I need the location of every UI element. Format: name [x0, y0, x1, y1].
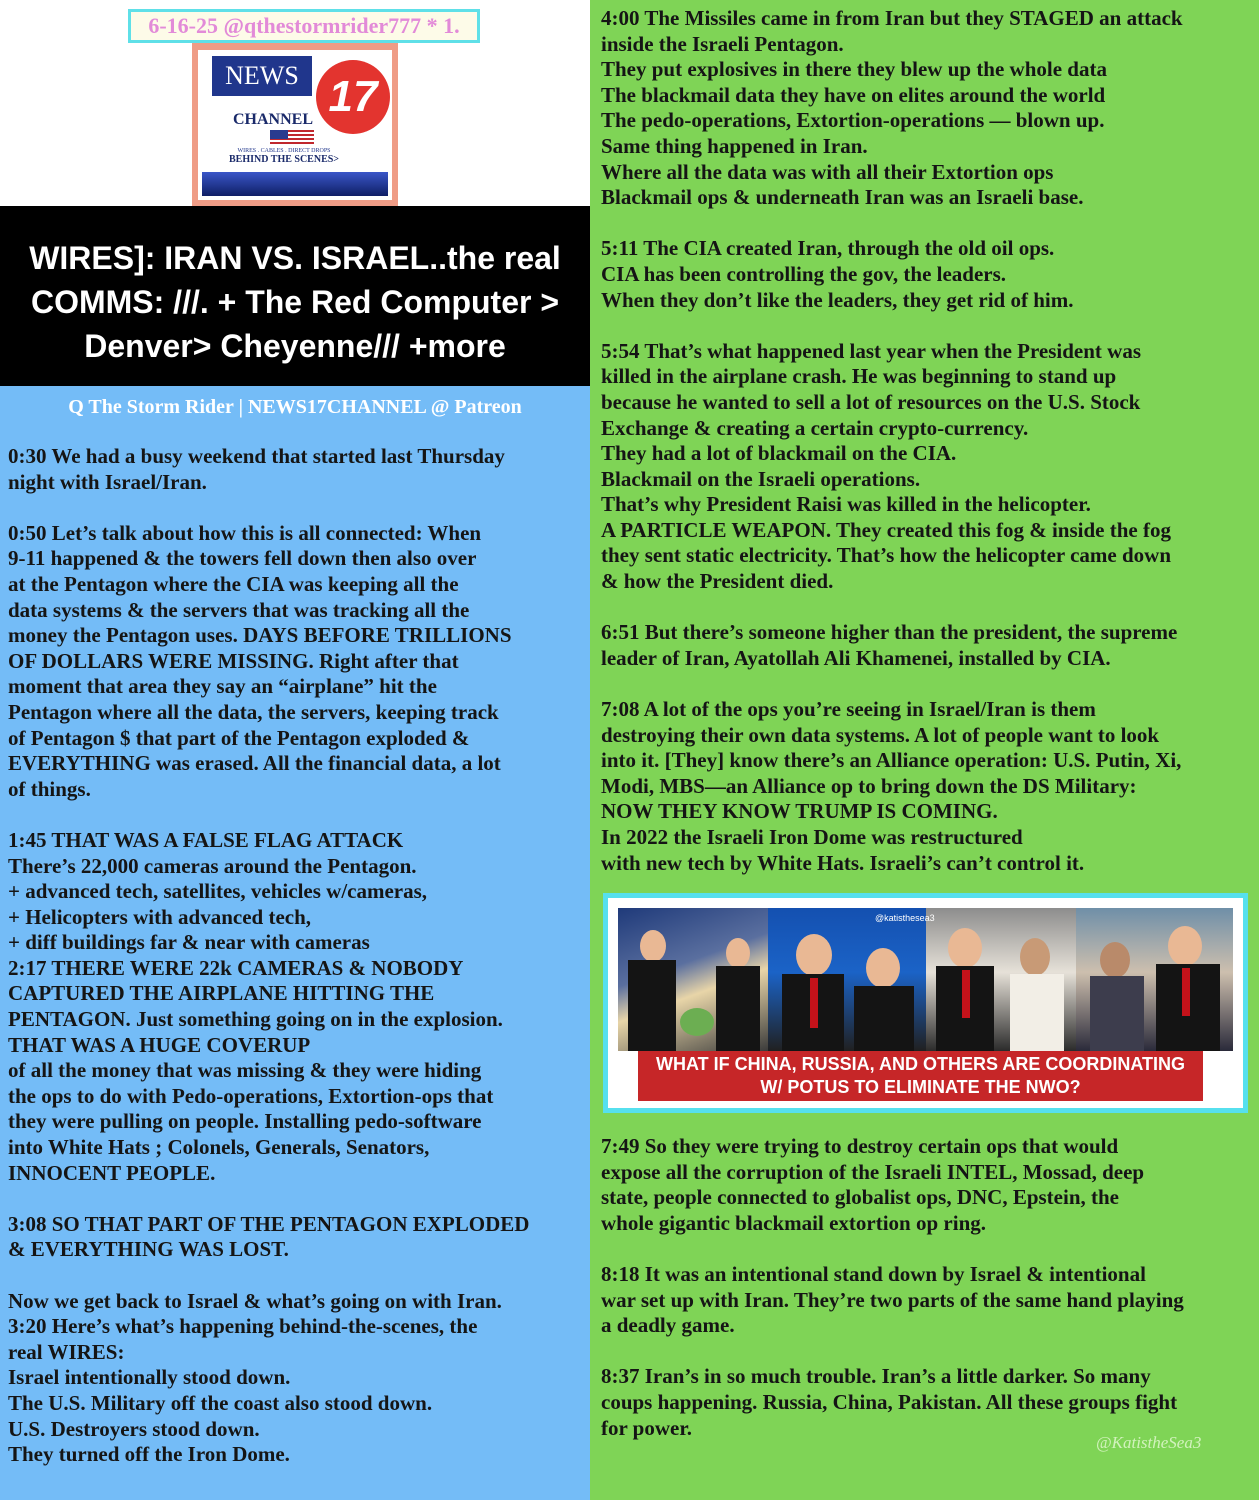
person-robe [1010, 974, 1064, 1051]
news-channel-17-logo [198, 50, 392, 200]
logo-wires-text: WIRES . CABLES . DIRECT DROPS [237, 148, 331, 154]
photo-panel [618, 908, 768, 1051]
person-suit [628, 960, 676, 1051]
person-face [640, 930, 666, 962]
person-face [1020, 938, 1050, 976]
pepe-frog-icon [680, 1008, 714, 1036]
transcript-paragraph: 5:11 The CIA created Iran, through the old oil ops. CIA has been controlling the gov, the leaders. When they don’t like the leaders, they get rid of him. [601, 236, 1074, 312]
left-body [0, 386, 590, 1500]
photo-panel [768, 908, 926, 1051]
photo-strip [618, 908, 1233, 1051]
image-caption-banner [638, 1051, 1203, 1101]
header-area [0, 0, 590, 206]
transcript-paragraph: 7:49 So they were trying to destroy certain ops that would expose all the corruption of the Israeli INTEL, Mossad, deep state, people connected to globalist ops, DNC, Epstein, the whole gigantic blackmail extortion op ring. [601, 1134, 1145, 1235]
person-suit [1090, 976, 1144, 1051]
transcript-paragraph: 3:08 SO THAT PART OF THE PENTAGON EXPLODED & EVERYTHING WAS LOST. [8, 1211, 530, 1262]
logo-blue-bar [202, 172, 388, 196]
photo-panel [1076, 908, 1233, 1051]
person-face [796, 934, 832, 976]
date-tag: 6-16-25 @qthestormrider777 * 1. [128, 9, 480, 43]
transcript-paragraph: 1:45 THAT WAS A FALSE FLAG ATTACK There’s 22,000 cameras around the Pentagon. + advanced tech, satellites, vehicles w/cameras, + Helicopters with advanced tech, + diff buildings far & near with cameras 2:17 THERE WERE 22k CAMERAS & NOBODY CAPTURED THE AIRPLANE HITTING THE PENTAGON. Just something going on in the explosion. THAT WAS A HUGE COVERUP of all the money that was missing & they were hiding the ops to do with Pedo-operations, Extortion-ops that they were pulling on people. Installing pedo-software into White Hats ; Colonels, Generals, Senators, INNOCENT PEOPLE. [8, 827, 503, 1185]
transcript-paragraph: 7:08 A lot of the ops you’re seeing in Israel/Iran is them destroying their own data systems. A lot of people want to look into it. [They] know there’s an Alliance operation: U.S. Putin, Xi, Modi, MBS—an Alliance op to bring down the DS Military: NOW THEY KNOW TRUMP IS COMING. In 2022 the Israeli Iron Dome was restructured with new tech by White Hats. Israeli’s can’t control it. [601, 697, 1182, 875]
transcript-paragraph: 5:54 That’s what happened last year when the President was killed in the airplane crash. He was beginning to stand up because he wanted to sell a lot of resources on the U.S. Stock Exchange & creating a certain crypto-currency. They had a lot of blackmail on the CIA. Blackmail on the Israeli operations. That’s why President Raisi was killed in the helicopter. A PARTICLE WEAPON. They created this fog & inside the fog they sent static electricity. That’s how the helicopter came down & how the President died. [601, 338, 1172, 594]
transcript-paragraph: 0:30 We had a busy weekend that started last Thursday night with Israel/Iran. [8, 444, 505, 494]
red-tie [962, 970, 970, 1018]
right-transcript-bottom [601, 1134, 1253, 1467]
right-transcript-top [601, 6, 1253, 902]
person-face [726, 938, 750, 968]
left-transcript [8, 444, 586, 1493]
red-tie [810, 978, 818, 1028]
person-face [948, 928, 982, 968]
photo-watermark: @katisthesea3 [875, 913, 935, 923]
transcript-paragraph: 6:51 But there’s someone higher than the president, the supreme leader of Iran, Ayatollah Ali Khamenei, installed by CIA. [601, 620, 1178, 670]
right-column [590, 0, 1259, 1500]
logo-news-text: NEWS [212, 56, 312, 96]
transcript-paragraph: Now we get back to Israel & what’s going on with Iran. 3:20 Here’s what’s happening behind-the-scenes, the real WIRES: Israel intentionally stood down. The U.S. Military off the coast also stood down. U.S. Destroyers stood down. They turned off the Iron Dome. [8, 1288, 502, 1467]
person-face [866, 948, 900, 988]
leaders-photo-collage [603, 893, 1248, 1113]
left-column [0, 0, 590, 1500]
signature-watermark: @KatistheSea3 [1096, 1433, 1202, 1452]
page-title: WIRES]: IRAN VS. ISRAEL..the real COMMS: ///. + The Red Computer > Denver> Cheyenne/// +more [29, 240, 561, 364]
transcript-paragraph: 4:00 The Missiles came in from Iran but they STAGED an attack inside the Israeli Pentagon. They put explosives in there they blew up the whole data The blackmail data they have on elites around the world The pedo-operations, Extortion-operations — blown up. Same thing happened in Iran. Where all the data was with all their Extortion ops Blackmail ops & underneath Iran was an Israeli base. [601, 6, 1183, 210]
person-suit [854, 986, 914, 1051]
image-caption: WHAT IF CHINA, RUSSIA, AND OTHERS ARE COORDINATING W/ POTUS TO ELIMINATE THE NWO? [656, 1054, 1185, 1097]
person-suit [716, 966, 760, 1051]
person-face [1168, 926, 1202, 966]
logo-17-badge: 17 [316, 60, 390, 134]
us-flag-icon [270, 130, 314, 146]
transcript-paragraph: 8:18 It was an intentional stand down by Israel & intentional war set up with Iran. They’re two parts of the same hand playing a deadly game. [601, 1261, 1184, 1338]
byline: Q The Storm Rider | NEWS17CHANNEL @ Patreon [68, 396, 522, 418]
logo-channel-text: CHANNEL [232, 111, 313, 128]
red-tie [1182, 968, 1190, 1016]
photo-panel [926, 908, 1076, 1051]
transcript-paragraph: 8:37 Iran’s in so much trouble. Iran’s a little darker. So many coups happening. Russia, China, Pakistan. All these groups fight for power. [601, 1364, 1178, 1440]
transcript-paragraph: 0:50 Let’s talk about how this is all connected: When 9-11 happened & the towers fell down then also over at the Pentagon where the CIA was keeping all the data systems & the servers that was tracking all the money the Pentagon uses. DAYS BEFORE TRILLIONS OF DOLLARS WERE MISSING. Right after that moment that area they say an “airplane” hit the Pentagon where all the data, the servers, keeping track of Pentagon $ that part of the Pentagon exploded & EVERYTHING was erased. All the financial data, a lot of things. [8, 520, 512, 801]
logo-behind-the-scenes-text: BEHIND THE SCENES> [229, 154, 339, 165]
person-face [1100, 942, 1130, 978]
title-block [0, 206, 590, 386]
